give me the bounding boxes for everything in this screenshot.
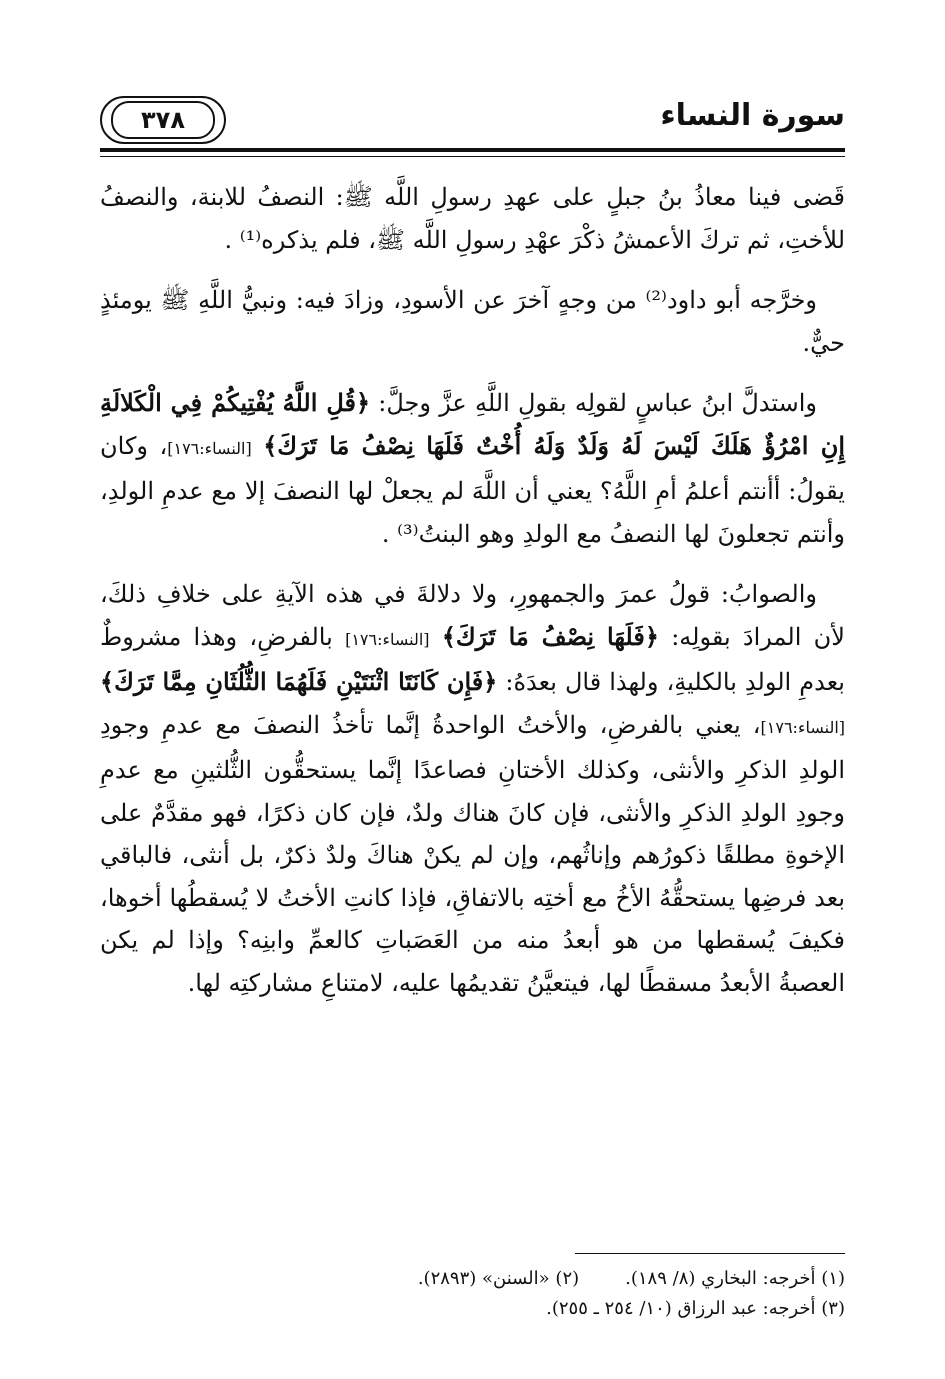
page-number-badge bbox=[100, 96, 226, 144]
main-text bbox=[100, 176, 845, 1022]
paragraph-4 bbox=[100, 573, 845, 1004]
footnote-1: (١) أخرجه: البخاري (٨/ ١٨٩). bbox=[625, 1268, 845, 1289]
paragraph-1: قَضى فينا معاذُ بنُ جبلٍ على عهدِ رسولِ اللَّه ﷺ: النصفُ للابنة، والنصفُ للأختِ، ثم تركَ الأعمشُ ذكْرَ عهْدِ رسولِ اللَّه ﷺ، فلم يذكره⁽¹⁾ . bbox=[100, 183, 845, 254]
paragraph-4-part-a: والصوابُ: قولُ عمرَ والجمهورِ، ولا دلالةَ في هذه الآيةِ على خلافِ ذلكَ، لأن المرادَ بقولِه: bbox=[100, 580, 845, 651]
footnotes bbox=[100, 1264, 845, 1324]
quran-verse: ﴿فَلَهَا نِصْفُ مَا تَرَكَ﴾ bbox=[441, 621, 659, 651]
page-number: ٣٧٨ bbox=[111, 101, 215, 139]
footnote-row bbox=[100, 1264, 845, 1294]
paragraph-3 bbox=[100, 382, 845, 555]
paragraph-3-intro: واستدلَّ ابنُ عباسٍ لقولِه بقولِ اللَّهِ عزَّ وجلَّ: bbox=[378, 389, 817, 417]
footnote-2: (٢) «السنن» (٢٨٩٣). bbox=[417, 1268, 580, 1289]
paragraph-4-part-b: بالفرضِ، وهذا مشروطٌ بعدمِ الولدِ بالكليةِ، ولهذا قال بعدَهُ: bbox=[100, 622, 845, 696]
page-header bbox=[100, 92, 845, 152]
verse-reference: [النساء:١٧٦] bbox=[167, 438, 252, 458]
header-rule-thin bbox=[100, 156, 845, 157]
header-rule-thick bbox=[100, 148, 845, 152]
footnote-separator bbox=[575, 1253, 845, 1254]
footnote-3: (٣) أخرجه: عبد الرزاق (١٠/ ٢٥٤ ـ ٢٥٥). bbox=[546, 1298, 845, 1319]
paragraph-4-part-c: ، يعني بالفرضِ، والأختُ الواحدةُ إنَّما تأخذُ النصفَ مع عدمِ وجودِ الولدِ الذكرِ والأنثى، وكذلك الأختانِ فصاعدًا إنَّما يستحقُّون الثُّلثينِ مع عدمِ وجودِ الولدِ الذكرِ والأنثى، فإن كانَ هناك ولدٌ، فإن كان ذكرًا، فهو مقدَّمٌ على الإخوةِ مطلقًا ذكورُهم وإناثُهم، وإن لم يكنْ هناكَ ولدٌ ذكرٌ، بل أنثى، فالباقي بعد فرضِها يستحقُّهُ الأخُ مع أختِه بالاتفاقِ، فإذا كانتِ الأختُ لا يُسقطُها أخوها، فكيفَ يُسقطها من هو أبعدُ منه من العَصَباتِ كالعمِّ وابنِه؟ وإذا لم يكن العصبةُ الأبعدُ مسقطًا لها، فيتعيَّنُ تقديمُها عليه، لامتناعِ مشاركتِه لها. bbox=[100, 710, 846, 997]
surah-title: سورة النساء bbox=[660, 98, 845, 133]
quran-verse: ﴿فَإِن كَانَتَا اثْنَتَيْنِ فَلَهُمَا الثُّلُثَانِ مِمَّا تَرَكَ﴾ bbox=[100, 667, 498, 696]
verse-reference: [النساء:١٧٦] bbox=[345, 629, 430, 649]
verse-reference: [النساء:١٧٦] bbox=[760, 717, 845, 737]
paragraph-3-rest: ، وكان يقولُ: أأنتم أعلمُ أمِ اللَّهُ؟ يعني أن اللَّهَ لم يجعلْ لها النصفَ إلا مع عدمِ الولدِ، وأنتم تجعلونَ لها النصفُ مع الولدِ وهو البنتُ⁽³⁾ . bbox=[100, 431, 845, 548]
quran-verse: ﴿قُلِ اللَّهُ يُفْتِيكُمْ فِي الْكَلالَةِ إِنِ امْرُؤٌ هَلَكَ لَيْسَ لَهُ وَلَدٌ وَلَهُ أُخْتٌ فَلَهَا نِصْفُ مَا تَرَكَ﴾ bbox=[100, 388, 846, 460]
paragraph-2: وخرَّجه أبو داود⁽²⁾ من وجهٍ آخرَ عن الأسودِ، وزادَ فيه: ونبيُّ اللَّهِ ﷺ يومئذٍ حيٌّ. bbox=[100, 286, 845, 357]
